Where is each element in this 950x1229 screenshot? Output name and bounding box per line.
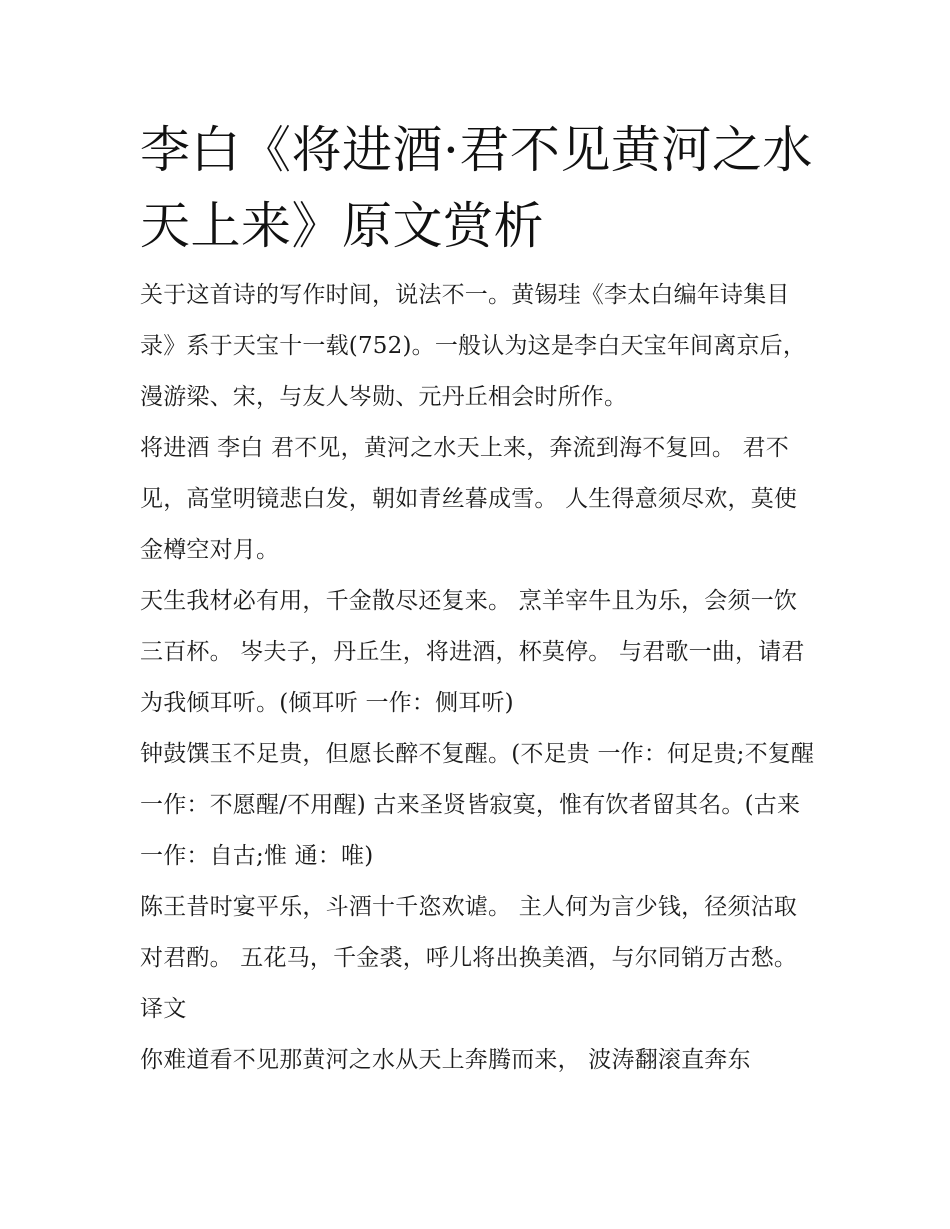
paragraph-translation: 你难道看不见那黄河之水从天上奔腾而来， 波涛翻滚直奔东 <box>140 1047 751 1073</box>
paragraph-poem-part-2: 天生我材必有用，千金散尽还复来。 烹羊宰牛且为乐，会须一饮三百杯。 岑夫子，丹丘生，将进酒，杯莫停。 与君歌一曲，请君为我倾耳听。(倾耳听 一作：侧耳听) <box>140 588 805 716</box>
document-page <box>140 112 815 1086</box>
paragraph-writing-time: 关于这首诗的写作时间，说法不一。黄锡珪《李太白编年诗集目录》系于天宝十一载(752)。一般认为这是李白天宝年间离京后，漫游梁、宋，与友人岑勋、元丹丘相会时所作。 <box>140 282 807 410</box>
paragraph-poem-part-3: 钟鼓馔玉不足贵，但愿长醉不复醒。(不足贵 一作：何足贵;不复醒 一作：不愿醒/不用醒) 古来圣贤皆寂寞，惟有饮者留其名。(古来 一作：自古;惟 通：唯) <box>140 741 815 869</box>
paragraph-poem-part-4: 陈王昔时宴平乐，斗酒十千恣欢谑。 主人何为言少钱，径须沽取对君酌。 五花马，千金裘，呼儿将出换美酒，与尔同销万古愁。 译文 <box>140 894 798 1022</box>
document-title: 李白《将进酒·君不见黄河之水天上来》原文赏析 <box>140 121 813 255</box>
paragraph-poem-part-1: 将进酒 李白 君不见，黄河之水天上来，奔流到海不复回。 君不见，高堂明镜悲白发，朝如青丝暮成雪。 人生得意须尽欢，莫使金樽空对月。 <box>140 435 798 563</box>
